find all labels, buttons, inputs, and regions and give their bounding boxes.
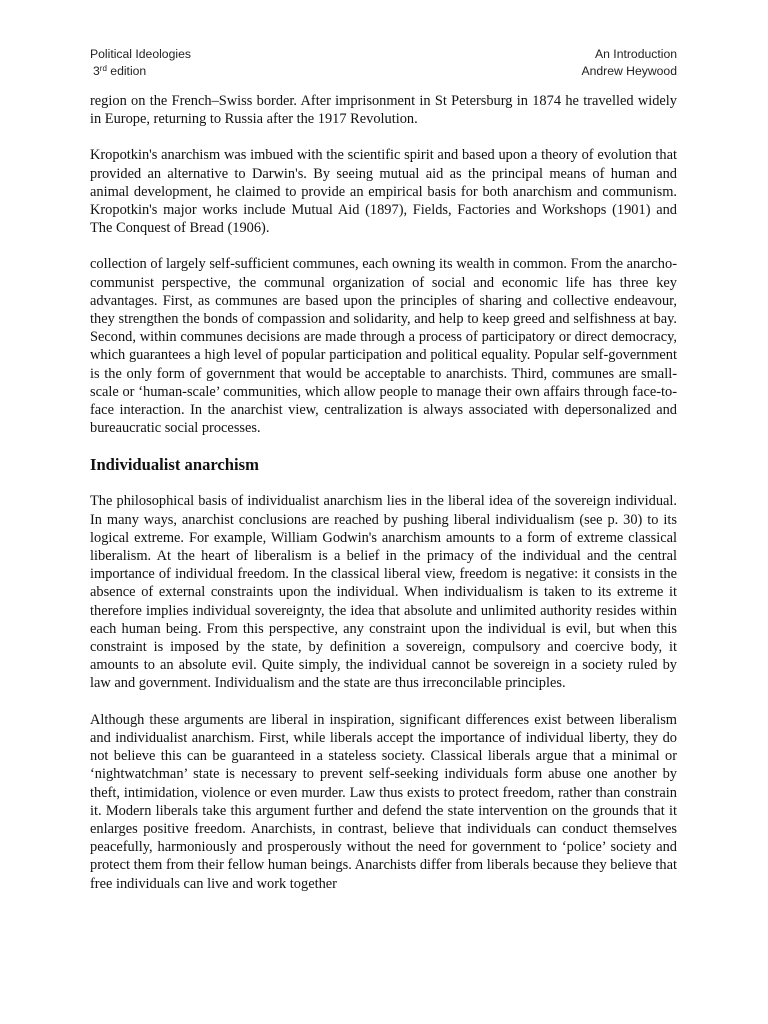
book-subtitle: An Introduction: [595, 47, 677, 61]
author-name: Andrew Heywood: [581, 64, 677, 78]
body-paragraph: Although these arguments are liberal in inspiration, significant differences exist between liberalism and individualist anarchism. First, while liberals accept the importance of individual liberty, they do not believe this can be guaranteed in a stateless society. Classical liberals argue that a minimal or ‘nightwatchman’ state is necessary to prevent self-seeking individuals form abuse one another by theft, intimidation, violence or even murder. Law thus exists to protect freedom, rather than constrain it. Modern liberals take this argument further and defend the state intervention on the grounds that it enlarges positive freedom. Anarchists, in contrast, believe that individuals can conduct themselves peacefully, harmoniously and prosperously without the need for government to ‘police’ society and protect them from their fellow human beings. Anarchists differ from liberals because they believe that free individuals can live and work together: [90, 711, 677, 892]
header-left: [90, 46, 191, 80]
edition-suffix: rd: [99, 64, 107, 73]
page-header: [90, 46, 677, 82]
body-paragraph: The philosophical basis of individualist anarchism lies in the liberal idea of the sovereign individual. In many ways, anarchist conclusions are reached by pushing liberal individualism (see p. 30) to its logical extreme. For example, William Godwin's anarchism amounts to a form of extreme classical liberalism. At the heart of liberalism is a belief in the primacy of the individual and the central importance of individual freedom. In the classical liberal view, freedom is negative: it consists in the absence of external constraints upon the individual. When individualism is taken to its extreme it therefore implies individual sovereignty, the idea that absolute and unlimited authority resides within each human being. From this perspective, any constraint upon the individual is evil, but when this constraint is imposed by the state, by definition a sovereign, compulsory and coercive body, it amounts to an absolute evil. Quite simply, the individual cannot be sovereign in a society ruled by law and government. Individualism and the state are thus irreconcilable principles.: [90, 493, 677, 692]
header-right: [581, 46, 677, 80]
body-paragraph: collection of largely self-sufficient communes, each owning its wealth in common. From the anarcho-communist perspective, the communal organization of social and economic life has three key advantages. First, as communes are based upon the principles of sharing and collective endeavour, they strengthen the bonds of compassion and solidarity, and help to keep greed and selfishness at bay. Second, within communes decisions are made through a process of participatory or direct democracy, which guarantees a high level of popular participation and political equality. Popular self-government is the only form of government that would be acceptable to anarchists. Third, communes are small-scale or ‘human-scale’ communities, which allow people to manage their own affairs through face-to-face interaction. In the anarchist view, centralization is always associated with depersonalized and bureaucratic social processes.: [90, 256, 677, 437]
page-body: [90, 92, 677, 911]
body-paragraph: Kropotkin's anarchism was imbued with the scientific spirit and based upon a theory of evolution that provided an alternative to Darwin's. By seeing mutual aid as the principal means of human and animal development, he claimed to provide an empirical basis for both anarchism and communism. Kropotkin's major works include Mutual Aid (1897), Fields, Factories and Workshops (1901) and The Conquest of Bread (1906).: [90, 147, 677, 237]
book-title: Political Ideologies: [90, 47, 191, 61]
edition-label: [90, 63, 191, 80]
body-paragraph: region on the French–Swiss border. After imprisonment in St Petersburg in 1874 he travelled widely in Europe, returning to Russia after the 1917 Revolution.: [90, 93, 677, 128]
edition-word: edition: [106, 64, 147, 78]
edition-number: 3: [93, 64, 100, 78]
section-heading: Individualist anarchism: [90, 455, 259, 475]
